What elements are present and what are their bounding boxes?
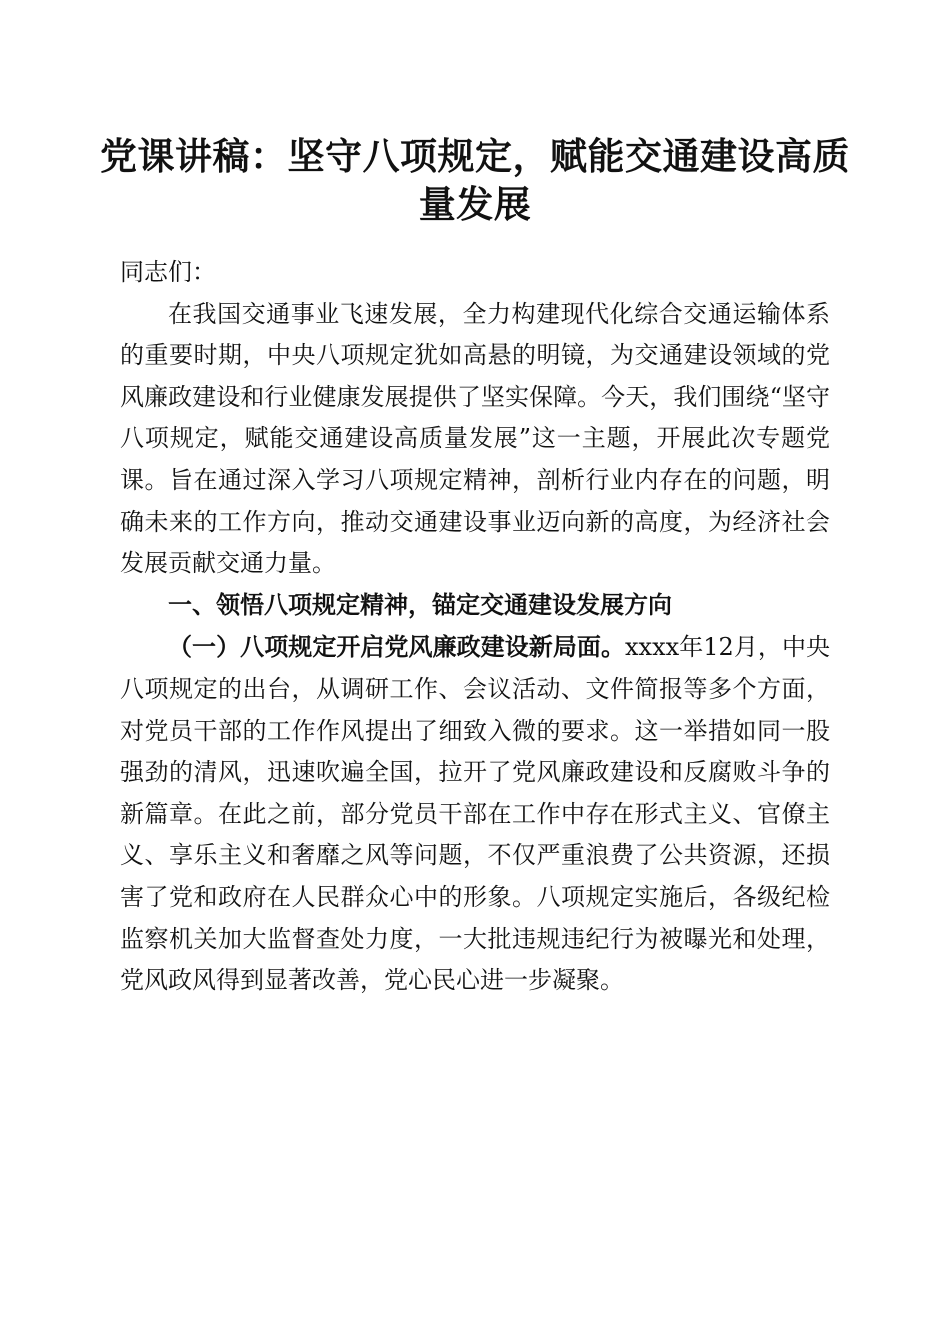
subsection-heading: （一）八项规定开启党风廉政建设新局面。 — [168, 632, 625, 662]
intro-paragraph: 在我国交通事业飞速发展，全力构建现代化综合交通运输体系的重要时期，中央八项规定犹如高悬的明镜，为交通建设领域的党风廉政建设和行业健康发展提供了坚实保障。今天，我们围绕“坚守八项规定，赋能交通建设高质量发展”这一主题，开展此次专题党课。旨在通过深入学习八项规定精神，剖析行业内存在的问题，明确未来的工作方向，推动交通建设事业迈向新的高度，为经济社会发展贡献交通力量。 — [120, 299, 830, 578]
section-heading: 一、领悟八项规定精神，锚定交通建设发展方向 — [168, 590, 672, 619]
document-body — [120, 252, 830, 1002]
subsection-body: xxxx年12月，中央八项规定的出台，从调研工作、会议活动、文件简报等多个方面，对党员干部的工作作风提出了细致入微的要求。这一举措如同一股强劲的清风，迅速吹遍全国，拉开了党风廉政建设和反腐败斗争的新篇章。在此之前，部分党员干部在工作中存在形式主义、官僚主义、享乐主义和奢靡之风等问题，不仅严重浪费了公共资源，还损害了党和政府在人民群众心中的形象。八项规定实施后，各级纪检监察机关加大监督查处力度，一大批违规违纪行为被曝光和处理，党风政风得到显著改善，党心民心进一步凝聚。 — [120, 633, 830, 995]
subsection-paragraph — [120, 626, 830, 1001]
document-title: 党课讲稿：坚守八项规定，赋能交通建设高质量发展 — [100, 135, 850, 226]
salutation: 同志们： — [120, 258, 216, 286]
